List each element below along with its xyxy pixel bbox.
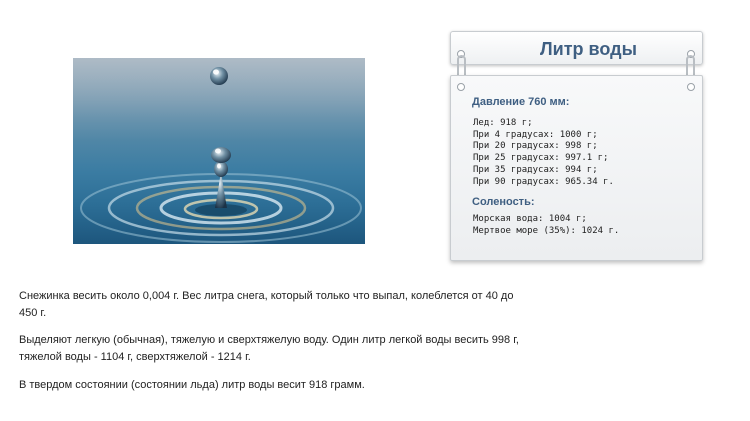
pressure-list xyxy=(473,118,614,188)
card-title-box xyxy=(450,31,703,65)
paragraph-line: В твердом состоянии (состоянии льда) литр воды весит 918 грамм. xyxy=(19,379,365,391)
paragraph-line: Снежинка весить около 0,004 г. Вес литра снега, который только что выпал, колеблется от 40 до xyxy=(19,290,514,302)
water-drop-illustration xyxy=(73,58,365,244)
salinity-line: Морская вода: 1004 г; xyxy=(473,214,587,224)
salinity-list xyxy=(473,214,619,237)
pressure-line: При 25 градусах: 997.1 г; xyxy=(473,153,609,164)
salinity-line: Мертвое море (35%): 1024 г. xyxy=(473,225,620,236)
binder-hole-right-bottom xyxy=(687,83,695,91)
water-drop-image xyxy=(73,58,365,244)
pressure-line: Лед: 918 г; xyxy=(473,118,533,128)
paragraph-line: Выделяют легкую (обычная), тяжелую и сверхтяжелую воду. Один литр легкой воды весить 998 г, xyxy=(19,334,519,346)
paragraph-water-types xyxy=(19,332,539,366)
salinity-heading: Соленость: xyxy=(472,196,535,208)
paragraph-line: тяжелой воды - 1104 г, сверхтяжелой - 1214 г. xyxy=(19,351,251,363)
binder-hole-left-bottom xyxy=(457,83,465,91)
pressure-line: При 90 градусах: 965.34 г. xyxy=(473,176,614,187)
paragraph-ice xyxy=(19,377,539,394)
pressure-heading: Давление 760 мм: xyxy=(472,96,570,108)
pressure-line: При 35 градусах: 994 г; xyxy=(473,164,598,175)
paragraph-line: 450 г. xyxy=(19,307,47,319)
card-title: Литр воды xyxy=(540,39,637,59)
pressure-line: При 20 градусах: 998 г; xyxy=(473,141,598,152)
paragraph-snowflake xyxy=(19,288,539,322)
pressure-line: При 4 градусах: 1000 г; xyxy=(473,129,598,140)
